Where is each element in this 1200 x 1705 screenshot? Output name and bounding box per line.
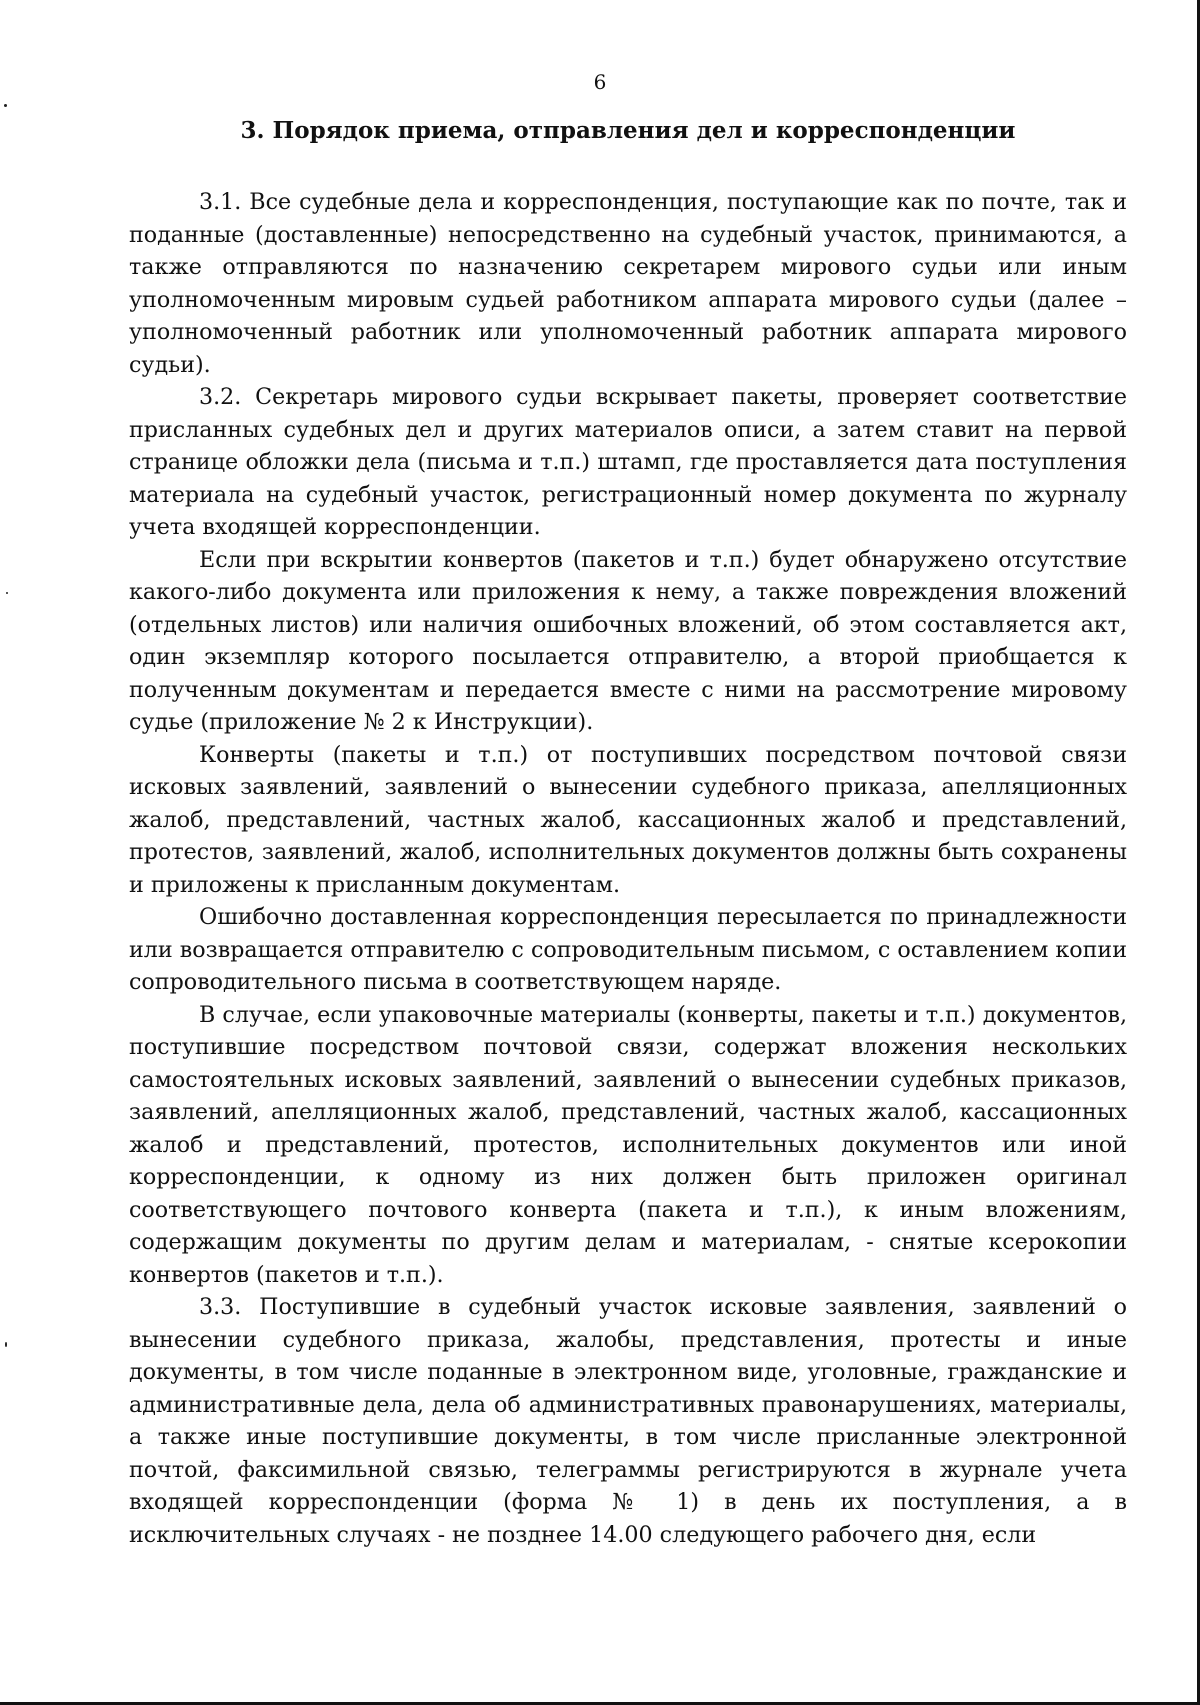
section-heading: 3. Порядок приема, отправления дел и корреспонденции <box>240 117 1016 144</box>
paragraph-envelopes-kept: Конверты (пакеты и т.п.) от поступивших посредством почтовой связи исковых заявлений, заявлений о вынесении судебного приказа, апелляционных жалоб, представлений, частных жалоб, кассационных жалоб и представлений, протестов, заявлений, жалоб, исполнительных документов должны быть сохранены и приложены к присланным документам. <box>129 741 1127 898</box>
paragraph-3-1: 3.1. Все судебные дела и корреспонденция, поступающие как по почте, так и поданные (доставленные) непосредственно на судебный участок, принимаются, а также отправляются по назначению секретарем мирового судьи или иным уполномоченным мировым судьей работником аппарата мирового судьи (далее – уполномоченный работник или уполномоченный работник аппарата мирового судьи). <box>129 189 1127 378</box>
paragraph-opening-envelopes: Если при вскрытии конвертов (пакетов и т.п.) будет обнаружено отсутствие какого-либо документа или приложения к нему, а также повреждения вложений (отдельных листов) или наличия ошибочных вложений, об этом составляется акт, один экземпляр которого посылается отправителю, а второй приобщается к полученным документам и передается вместе с ними на рассмотрение мировому судье (приложение № 2 к Инструкции). <box>129 546 1127 735</box>
paragraph-3-3: 3.3. Поступившие в судебный участок исковые заявления, заявлений о вынесении судебного приказа, жалобы, представления, протесты и иные документы, в том числе поданные в электронном виде, уголовные, гражданские и административные дела, дела об административных правонарушениях, материалы, а также иные поступившие документы, в том числе присланные электронной почтой, факсимильной связью, телеграммы регистрируются в журнале учета входящей корреспонденции (форма № 1) в день их поступления, а в исключительных случаях - не позднее 14.00 следующего рабочего дня, если <box>129 1294 1127 1548</box>
scan-speck <box>5 1342 7 1347</box>
paragraph-3-2: 3.2. Секретарь мирового судьи вскрывает пакеты, проверяет соответствие присланных судебных дел и других материалов описи, а затем ставит на первой странице обложки дела (письма и т.п.) штамп, где проставляется дата поступления материала на судебный участок, регистрационный номер документа по журналу учета входящей корреспонденции. <box>129 384 1127 540</box>
scan-speck <box>6 592 8 594</box>
paragraph-multiple-enclosures: В случае, если упаковочные материалы (конверты, пакеты и т.п.) документов, поступившие посредством почтовой связи, содержат вложения нескольких самостоятельных исковых заявлений, заявлений о вынесении судебных приказов, заявлений, апелляционных жалоб, представлений, частных жалоб, кассационных жалоб и представлений, протестов, исполнительных документов или иной корреспонденции, к одному из них должен быть приложен оригинал соответствующего почтового конверта (пакета и т.п.), к иным вложениям, содержащим документы по другим делам и материалам, - снятые ксерокопии конвертов (пакетов и т.п.). <box>129 1001 1127 1288</box>
body-text <box>129 186 1127 1551</box>
scan-speck <box>4 104 7 107</box>
paragraph-misdelivered: Ошибочно доставленная корреспонденция пересылается по принадлежности или возвращается отправителю с сопроводительным письмом, с оставлением копии сопроводительного письма в соответствующем наряде. <box>129 904 1127 995</box>
page-number: 6 <box>593 70 607 94</box>
